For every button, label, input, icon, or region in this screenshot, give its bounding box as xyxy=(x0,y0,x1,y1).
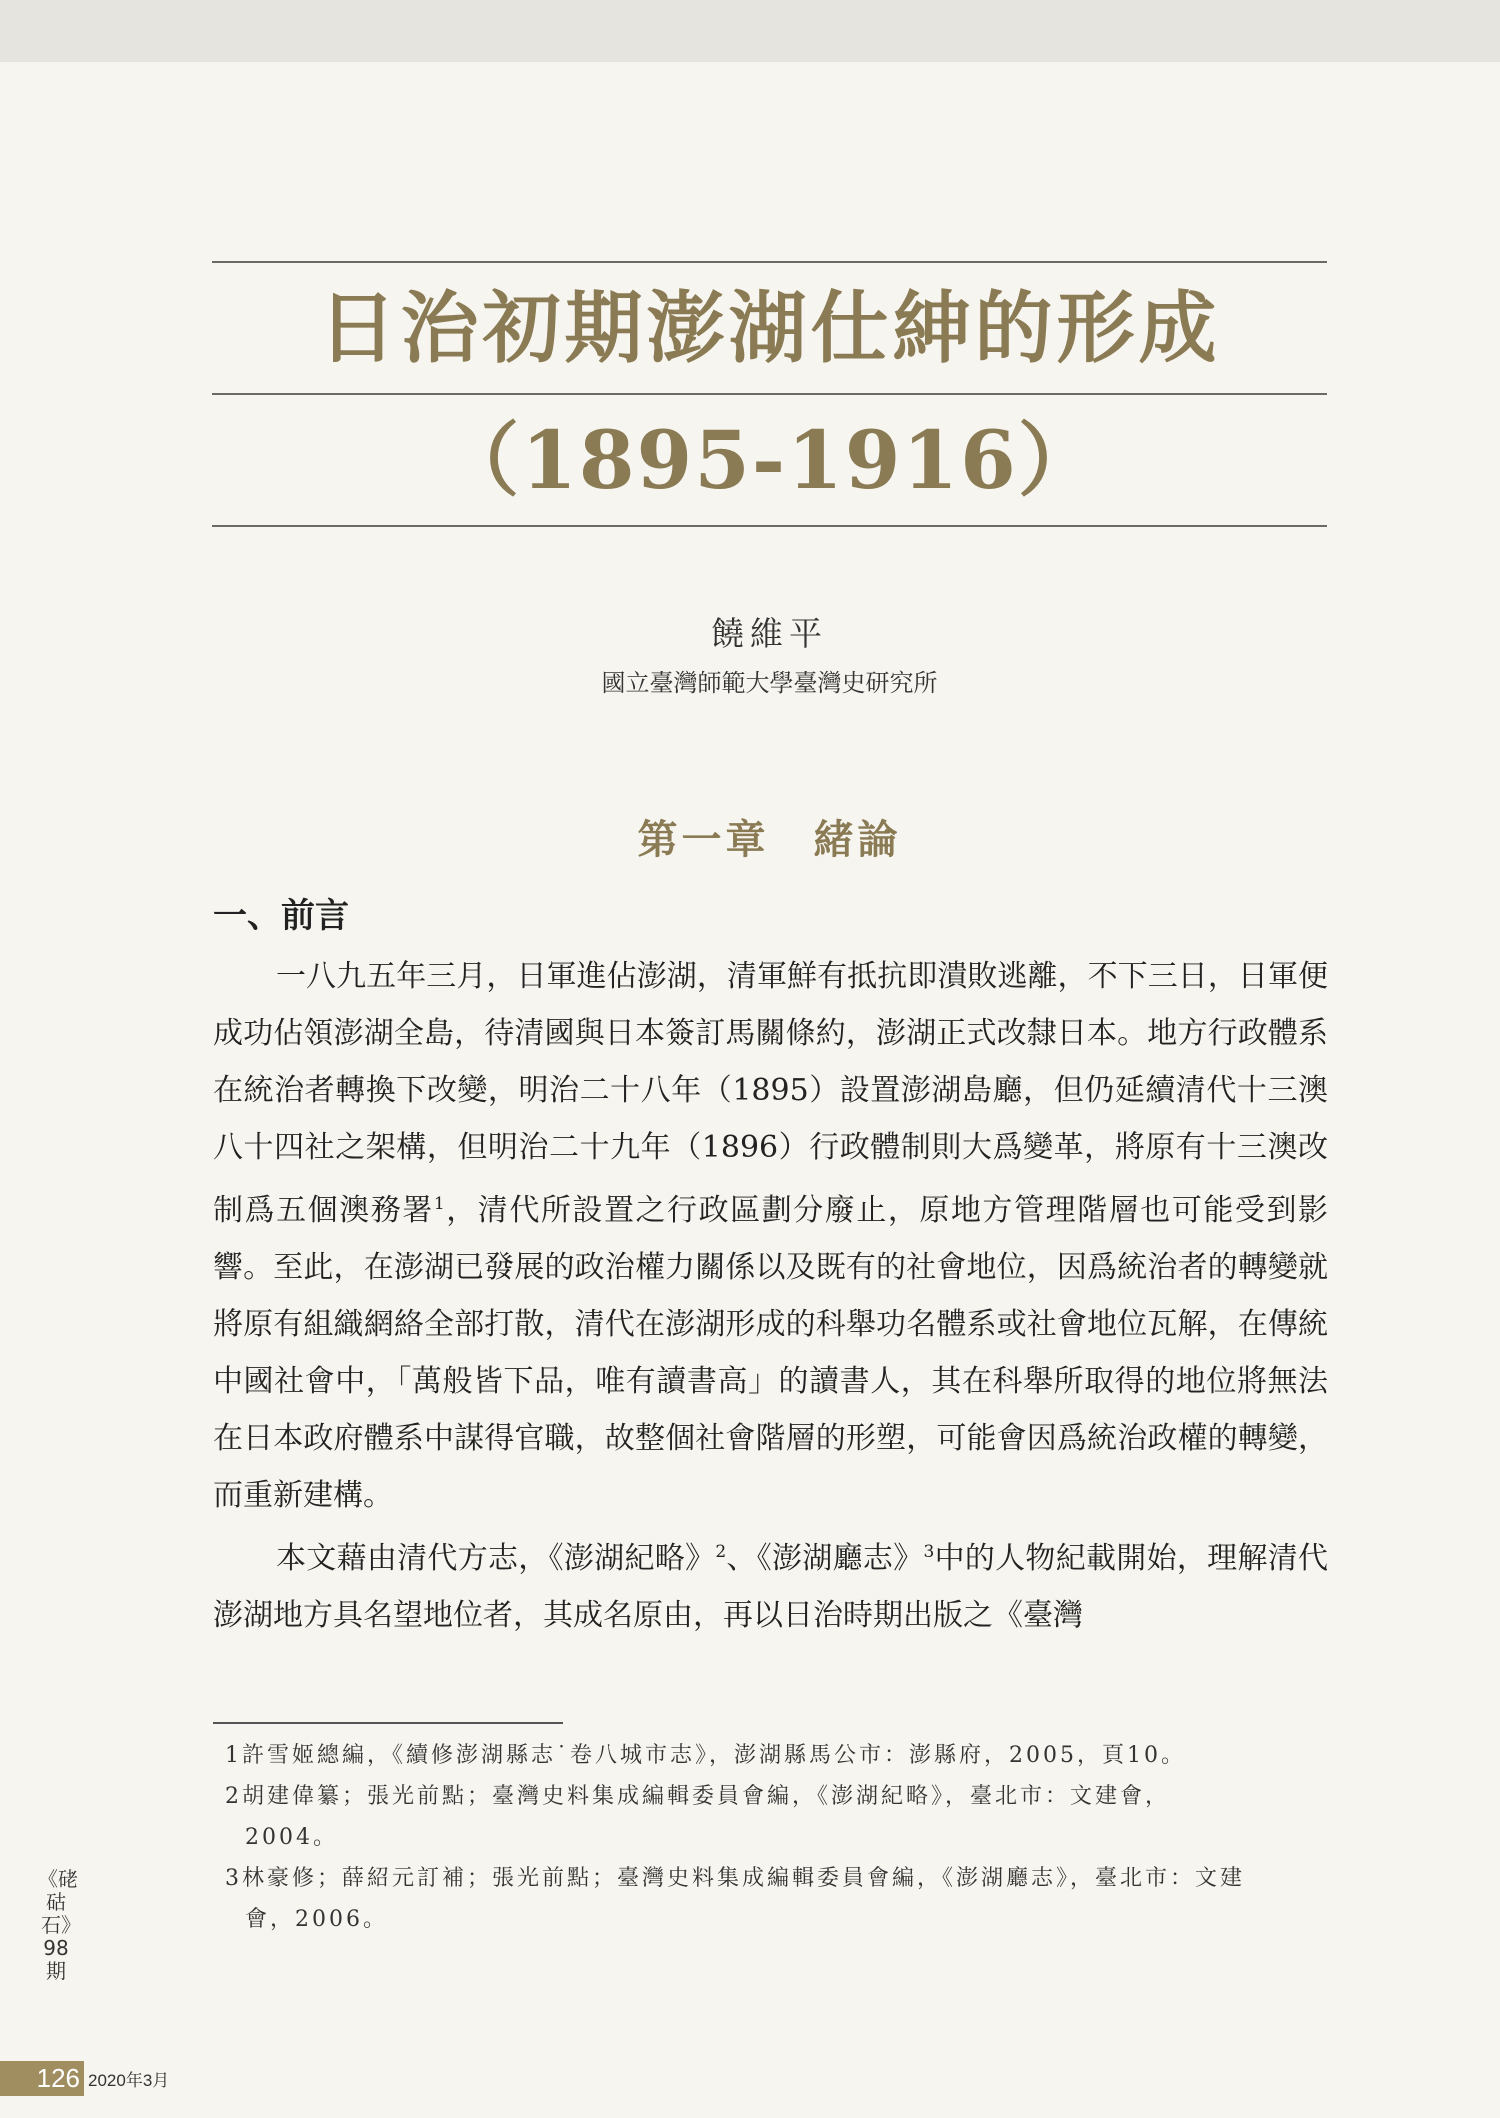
title-rule-middle xyxy=(212,393,1327,395)
article-title: 日治初期澎湖仕紳的形成 xyxy=(318,283,1221,374)
footnote-rule xyxy=(213,1722,563,1724)
article-title-years: （1895-1916） xyxy=(439,413,1100,507)
author-name: 饒維平 xyxy=(711,614,828,653)
author-affiliation: 國立臺灣師範大學臺灣史研究所 xyxy=(601,669,938,697)
footnote-2: 2胡建偉纂；張光前點；臺灣史料集成編輯委員會編，《澎湖紀略》，臺北市：文建會， xyxy=(225,1784,1170,1809)
footnote-3: 3林豪修；薛紹元訂補；張光前點；臺灣史料集成編輯委員會編，《澎湖廳志》，臺北市：文建 xyxy=(225,1866,1246,1891)
paragraph-1: 一八九五年三月，日軍進佔澎湖，清軍鮮有抵抗即潰敗逃離，不下三日，日軍便成功佔領澎湖全島，待清國與日本簽訂馬關條約，澎湖正式改隸日本。地方行政體系在統治者轉換下改變，明治二十八年（1895）設置澎湖島廳，但仍延續清代十三澳八十四社之架構，但明治二十九年（1896）行政體制則大爲變革，將原有十三澳改制爲五個澳務署$^1$，清代所設置之行政區劃分廢止，原地方管理階層也可能受到影響。至此，在澎湖已發展的政治權力關係以及既有的社會地位，因爲統治者的轉變就將原有組織網絡全部打散，清代在澎湖形成的科舉功名體系或社會地位瓦解，在傳統中國社會中，「萬般皆下品，唯有讀書高」的讀書人，其在科舉所取得的地位將無法在日本政府體系中謀得官職，故整個社會階層的形塑，可能會因爲統治政權的轉變，而重新建構。 xyxy=(213,959,1329,1513)
scan-top-band xyxy=(0,0,1500,62)
journal-name: 《硓𥑮石》98期 xyxy=(38,1867,78,1983)
page-number: 126 xyxy=(0,2061,84,2096)
paragraph-2: 本文藉由清代方志，《澎湖紀略》$^2$、《澎湖廳志》$^3$中的人物紀載開始，理解清代澎湖地方具名望地位者，其成名原由，再以日治時期出版之《臺灣 xyxy=(213,1541,1329,1633)
issue-date: 2020年3月 xyxy=(88,2071,170,2090)
title-rule-top xyxy=(212,261,1327,263)
body-text xyxy=(213,948,1328,1644)
footnote-ref-1: 1 xyxy=(433,1194,445,1214)
footnote-3-continued: 會，2006。 xyxy=(245,1907,388,1932)
footnotes xyxy=(225,1735,1328,1940)
chapter-heading: 第一章 緒論 xyxy=(637,817,902,863)
footnote-ref-2: 2 xyxy=(715,1542,727,1562)
footnote-2-continued: 2004。 xyxy=(245,1825,338,1850)
section-heading: 一、前言 xyxy=(213,896,349,936)
footnote-ref-3: 3 xyxy=(923,1542,935,1562)
footnote-1: 1許雪姬總編，《續修澎湖縣志˙卷八城市志》，澎湖縣馬公市：澎縣府，2005，頁10。 xyxy=(225,1743,1186,1768)
title-rule-bottom xyxy=(212,525,1327,527)
